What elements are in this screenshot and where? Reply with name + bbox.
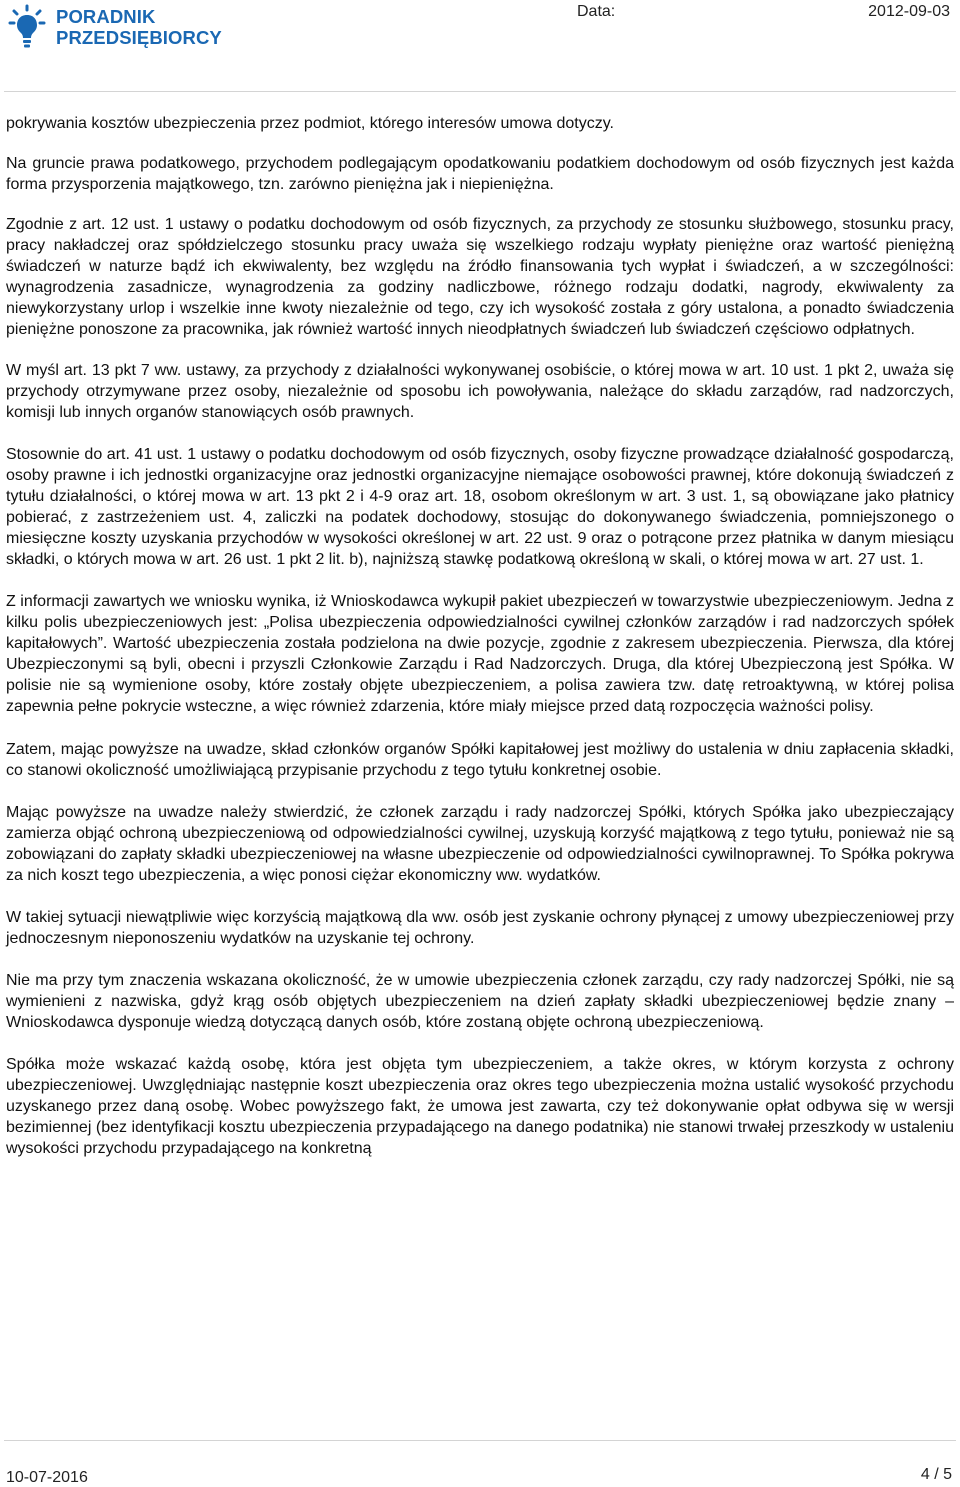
paragraph: Zgodnie z art. 12 ust. 1 ustawy o podatku dochodowym od osób fizycznych, za przychody ze stosunku służbowego, stosunku pracy, pracy nakładczej oraz spółdzielczego stosunku pracy uważa się wszelkiego rodzaju wypłaty pieniężne oraz wartość pieniężną świadczeń w naturze bądź ich ekwiwalenty, bez względu na źródło finansowania tych wypłat i świadczeń, a w szczególności: wynagrodzenia zasadnicze, wynagrodzenia za godziny nadliczbowe, różnego rodzaju dodatki, nagrody, ekwiwalenty za niewykorzystany urlop i wszelkie inne kwoty niezależnie od tego, czy ich wysokość została z góry ustalona, a ponadto świadczenia pieniężne ponoszone za pracownika, jak również wartość innych nieodpłatnych świadczeń lub świadczeń częściowo odpłatnych.	[6, 216, 954, 338]
logo-line-2: PRZEDSIĘBIORCY	[56, 27, 222, 48]
footer-divider	[4, 1440, 956, 1441]
paragraph: Nie ma przy tym znaczenia wskazana okoliczność, że w umowie ubezpieczenia członek zarządu, czy rady nadzorczej Spółki, nie są wymienieni z nazwiska, gdyż krąg osób objętych ubezpieczeniem na dzień zapłaty składki ubezpieczeniowej będzie znany – Wnioskodawca dysponuje wiedzą dotyczącą danych osób, które zostaną objęte ochroną ubezpieczeniową.	[6, 972, 954, 1031]
site-logo[interactable]	[8, 4, 222, 50]
paragraph: Stosownie do art. 41 ust. 1 ustawy o podatku dochodowym od osób fizycznych, osoby fizyczne prowadzące działalność gospodarczą, osoby prawne i ich jednostki organizacyjne oraz jednostki organizacyjne niemające osobowości prawnej, które dokonują świadczeń z tytułu działalności, o której mowa w art. 13 pkt 2 i 4-9 oraz art. 18, osobom określonym w art. 3 ust. 1, są obowiązane jako płatnicy pobierać, z zastrzeżeniem ust. 4, zaliczki na podatek dochodowy, stosując do dokonywanego świadczenia, pomniejszonego o miesięczne koszty uzyskania przychodów w wysokości określonej w art. 22 ust. 9 oraz o potrącone przez płatnika w danym miesiącu składki, o których mowa w art. 26 ust. 1 pkt 2 lit. b), najniższą stawkę podatkową określoną w skali, o której mowa w art. 27 ust. 1.	[6, 446, 954, 568]
paragraph: W takiej sytuacji niewątpliwie więc korzyścią majątkową dla ww. osób jest zyskanie ochrony płynącej z umowy ubezpieczeniowej przy jednoczesnym nieponoszeniu wydatków na uzyskanie tej ochrony.	[6, 909, 954, 947]
paragraph: pokrywania kosztów ubezpieczenia przez podmiot, którego interesów umowa dotyczy.	[6, 115, 614, 132]
paragraph: Mając powyższe na uwadze należy stwierdzić, że członek zarządu i rady nadzorczej Spółki, których Spółka jako ubezpieczający zamierza objąć ochroną ubezpieczeniową od odpowiedzialności cywilnej, uzyskują korzyść majątkową z tego tytułu, ponieważ nie są zobowiązani do zapłaty składki ubezpieczeniowej na własne ubezpieczenie od odpowiedzialności cywilnoprawnej. To Spółka pokrywa za nich koszt tego ubezpieczenia, a więc ponosi ciężar ekonomiczny ww. wydatków.	[6, 804, 954, 884]
paragraph: W myśl art. 13 pkt 7 ww. ustawy, za przychody z działalności wykonywanej osobiście, o której mowa w art. 10 ust. 1 pkt 2, uważa się przychody otrzymywane przez osoby, niezależnie od sposobu ich powoływania, należące do składu zarządów, rad nadzorczych, komisji lub innych organów stanowiących osób prawnych.	[6, 362, 954, 421]
logo-line-1: PORADNIK	[56, 6, 156, 27]
date-label: Data:	[577, 3, 616, 20]
article-body	[6, 113, 954, 1159]
footer-date: 10-07-2016	[6, 1469, 88, 1486]
paragraph: Zatem, mając powyższe na uwadze, skład członków organów Spółki kapitałowej jest możliwy do ustalenia w dniu zapłacenia składki, co stanowi okoliczność umożliwiającą przypisanie przychodu z tego tytułu konkretnej osobie.	[6, 741, 954, 779]
logo-wordmark	[56, 6, 222, 48]
paragraph: Z informacji zawartych we wniosku wynika, iż Wnioskodawca wykupił pakiet ubezpieczeń w towarzystwie ubezpieczeniowym. Jedna z kilku polis ubezpieczeniowych jest: „Polisa ubezpieczenia odpowiedzialności cywilnej członków zarządów i rad nadzorczych spółek kapitałowych”. Wartość ubezpieczenia została podzielona na dwie pozycje, zgodnie z zakresem ubezpieczenia. Pierwsza, dla której Ubezpieczonymi są byli, obecni i przyszli Członkowie Zarządu i Rad Nadzorczych. Druga, dla której Ubezpieczoną jest Spółka. W polisie nie są wymienione osoby, które zostały objęte ubezpieczeniem, a polisa zawiera tzw. datę retroaktywną, w której polisa zapewnia pełne pokrycie wsteczne, a więc również zdarzenia, które miały miejsce przed datą rozpoczęcia ważności polisy.	[6, 593, 954, 715]
paragraph: Spółka może wskazać każdą osobę, która jest objęta tym ubezpieczeniem, a także okres, w którym korzysta z ochrony ubezpieczeniowej. Uwzględniając następnie koszt ubezpieczenia oraz okres tego ubezpieczenia można ustalić wysokość przychodu uzyskanego przez daną osobę. Wobec powyższego fakt, że umowa jest zawarta, czy też dokonywanie opłat odbywa się w wersji bezimiennej (bez identyfikacji kosztu ubezpieczenia przypadającego na danego podatnika) nie stanowi trwałej przeszkody w ustaleniu wysokości przychodu przypadającego na konkretną	[6, 1056, 954, 1157]
page-number: 4 / 5	[920, 1466, 952, 1483]
page-header	[0, 0, 960, 92]
date-value: 2012-09-03	[868, 3, 950, 20]
paragraph: Na gruncie prawa podatkowego, przychodem podlegającym opodatkowaniu podatkiem dochodowym od osób fizycznych jest każda forma przysporzenia majątkowego, tzn. zarówno pieniężna jak i niepieniężna.	[6, 155, 954, 193]
lightbulb-icon	[8, 4, 46, 50]
header-divider	[4, 91, 956, 92]
